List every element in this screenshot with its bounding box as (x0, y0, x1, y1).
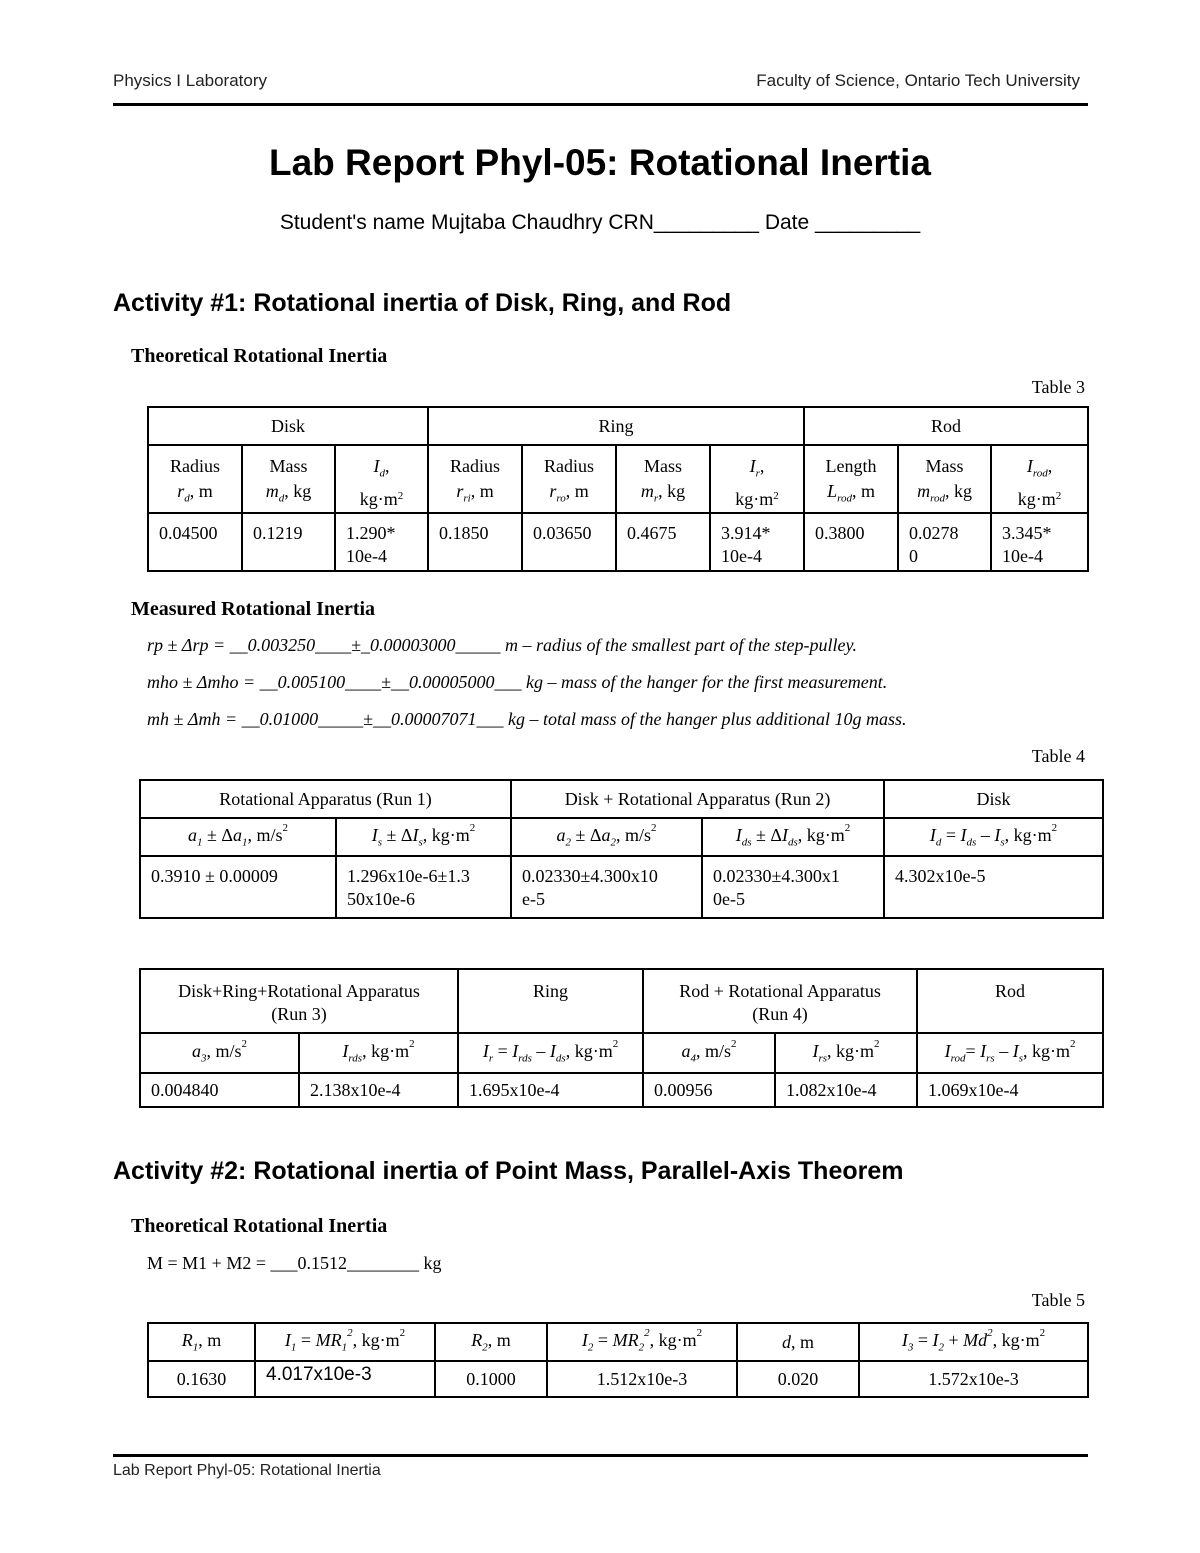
table3-header-disk-mass: Mass $m_d$, kg (242, 445, 335, 513)
table3-cell: 0.0278 0 (898, 513, 991, 571)
table3-cell: 3.345* 10e-4 (991, 513, 1088, 571)
header-left: Physics I Laboratory (113, 71, 268, 90)
table5-caption: Table 5 (1031, 1290, 1085, 1310)
table3-cell: 0.1219 (242, 513, 335, 571)
table3-cell: 1.290* 10e-4 (335, 513, 428, 571)
student-line: Student's name Mujtaba Chaudhry CRN_________ Date _________ (279, 211, 921, 234)
table3-group-disk: Disk (148, 407, 428, 445)
table5-header-d: d, m (737, 1323, 859, 1361)
table3-header-ring-outer-radius: Radius $r_{ro}$, m (522, 445, 616, 513)
table4b-cell: 2.138x10e-4 (299, 1073, 458, 1107)
page-title: Lab Report Phyl-05: Rotational Inertia (269, 142, 931, 183)
table5-header-r2: $R_2$, m (435, 1323, 547, 1361)
table4-cell: 4.302x10e-5 (884, 856, 1103, 918)
table3-header-rod-mass: Mass $m_{rod}$, kg (898, 445, 991, 513)
activity1-theoretical-heading: Theoretical Rotational Inertia (131, 345, 388, 367)
table4-group-disk: Disk (884, 780, 1103, 818)
activity1-heading: Activity #1: Rotational inertia of Disk, Ring, and Rod (113, 289, 732, 317)
footer-text: Lab Report Phyl-05: Rotational Inertia (113, 1462, 381, 1479)
table5-cell: 4.017x10e-3 (255, 1361, 435, 1397)
table4-cell: 0.02330±4.300x1 0e-5 (702, 856, 884, 918)
table5 (147, 1322, 1089, 1398)
table3-cell: 3.914* 10e-4 (710, 513, 804, 571)
table4-header-id: $I_d = I_{ds} - I_s$, $kg\cdot m^2$ (884, 818, 1103, 856)
table4b-header-a3: $a_3$, $m/s^2$ (140, 1033, 299, 1073)
table5-header-i3: $I_3 = I_2 + Md^2$, $kg\cdot m^2$ (859, 1323, 1088, 1361)
table3-cell: 0.04500 (148, 513, 242, 571)
measured-line-rp: rp ± Δrp = __0.003250____±_0.00003000_____ m – radius of the smallest part of the step-pulley. (147, 635, 857, 655)
table4b-group-run4: Rod + Rotational Apparatus (Run 4) (643, 969, 917, 1033)
table4b-group-run3: Disk+Ring+Rotational Apparatus (Run 3) (140, 969, 458, 1033)
footer-rule (113, 1454, 1088, 1457)
table3-cell: 0.03650 (522, 513, 616, 571)
table3-cell: 0.3800 (804, 513, 898, 571)
table4b (139, 968, 1104, 1108)
activity2-heading: Activity #2: Rotational inertia of Point Mass, Parallel-Axis Theorem (113, 1157, 904, 1185)
table5-cell: 0.1000 (435, 1361, 547, 1397)
header-right: Faculty of Science, Ontario Tech University (756, 71, 1080, 90)
table3-group-rod: Rod (804, 407, 1088, 445)
table4-caption: Table 4 (1031, 746, 1085, 766)
table5-header-i2: $I_2 = MR_2^2$, $kg\cdot m^2$ (547, 1323, 737, 1361)
table4b-cell: 0.00956 (643, 1073, 775, 1107)
table4 (139, 779, 1104, 919)
table3-header-rod-length: Length $L_{rod}$, m (804, 445, 898, 513)
table4b-header-irod: $I_{rod}= I_{rs} - I_s$, $kg\cdot m^2$ (917, 1033, 1103, 1073)
table4b-group-ring: Ring (458, 969, 643, 1033)
table3-header-ring-mass: Mass $m_r$, kg (616, 445, 710, 513)
table5-header-r1: $R_1$, m (148, 1323, 255, 1361)
table5-cell: 1.572x10e-3 (859, 1361, 1088, 1397)
table4b-header-a4: $a_4$, $m/s^2$ (643, 1033, 775, 1073)
table4b-header-irds: $I_{rds}$, $kg\cdot m^2$ (299, 1033, 458, 1073)
table3-header-rod-inertia: $I_{rod}$, $kg\cdot m^2$ (991, 445, 1088, 513)
table4b-cell: 1.695x10e-4 (458, 1073, 643, 1107)
mass-line: M = M1 + M2 = ___0.1512________ kg (147, 1253, 442, 1273)
measured-line-mho: mho ± Δmho = __0.005100____±__0.00005000___ kg – mass of the hanger for the first measurement. (147, 672, 888, 692)
header-rule (113, 103, 1088, 106)
measured-line-mh: mh ± Δmh = __0.01000_____±__0.00007071___ kg – total mass of the hanger plus additional 10g mass. (147, 709, 907, 729)
table4-cell: 0.3910 ± 0.00009 (140, 856, 336, 918)
table5-cell: 0.1630 (148, 1361, 255, 1397)
table4-header-ids: $I_{ds} \pm \Delta I_{ds}$, $kg\cdot m^2$ (702, 818, 884, 856)
table4-header-is: $I_s \pm \Delta I_s$, $kg\cdot m^2$ (336, 818, 511, 856)
table5-header-i1: $I_1 = MR_1^2$, $kg\cdot m^2$ (255, 1323, 435, 1361)
table5-cell: 1.512x10e-3 (547, 1361, 737, 1397)
table3-header-ring-inner-radius: Radius $r_{ri}$, m (428, 445, 522, 513)
table4-header-a1: $a_1 \pm \Delta a_1$, $m/s^2$ (140, 818, 336, 856)
table3-cell: 0.1850 (428, 513, 522, 571)
activity2-theoretical-heading: Theoretical Rotational Inertia (131, 1215, 388, 1237)
table5-cell: 0.020 (737, 1361, 859, 1397)
table4-group-run1: Rotational Apparatus (Run 1) (140, 780, 511, 818)
table4b-cell: 0.004840 (140, 1073, 299, 1107)
measured-heading: Measured Rotational Inertia (131, 598, 376, 620)
table4b-header-ir: $I_r = I_{rds} - I_{ds}$, $kg\cdot m^2$ (458, 1033, 643, 1073)
table4-group-run2: Disk + Rotational Apparatus (Run 2) (511, 780, 884, 818)
table3-group-ring: Ring (428, 407, 804, 445)
table4-header-a2: $a_2 \pm \Delta a_2$, $m/s^2$ (511, 818, 702, 856)
table4-cell: 1.296x10e-6±1.3 50x10e-6 (336, 856, 511, 918)
table3-cell: 0.4675 (616, 513, 710, 571)
table4b-cell: 1.082x10e-4 (775, 1073, 917, 1107)
table3-header-disk-inertia: $I_d$, $kg\cdot m^2$ (335, 445, 428, 513)
table3 (147, 406, 1089, 572)
table3-caption: Table 3 (1031, 377, 1085, 397)
table3-header-ring-inertia: $I_r$, $kg\cdot m^2$ (710, 445, 804, 513)
table4b-cell: 1.069x10e-4 (917, 1073, 1103, 1107)
table4b-header-irs: $I_{rs}$, $kg\cdot m^2$ (775, 1033, 917, 1073)
table4b-group-rod: Rod (917, 969, 1103, 1033)
table4-cell: 0.02330±4.300x10 e-5 (511, 856, 702, 918)
table3-header-disk-radius: Radius $r_d$, m (148, 445, 242, 513)
